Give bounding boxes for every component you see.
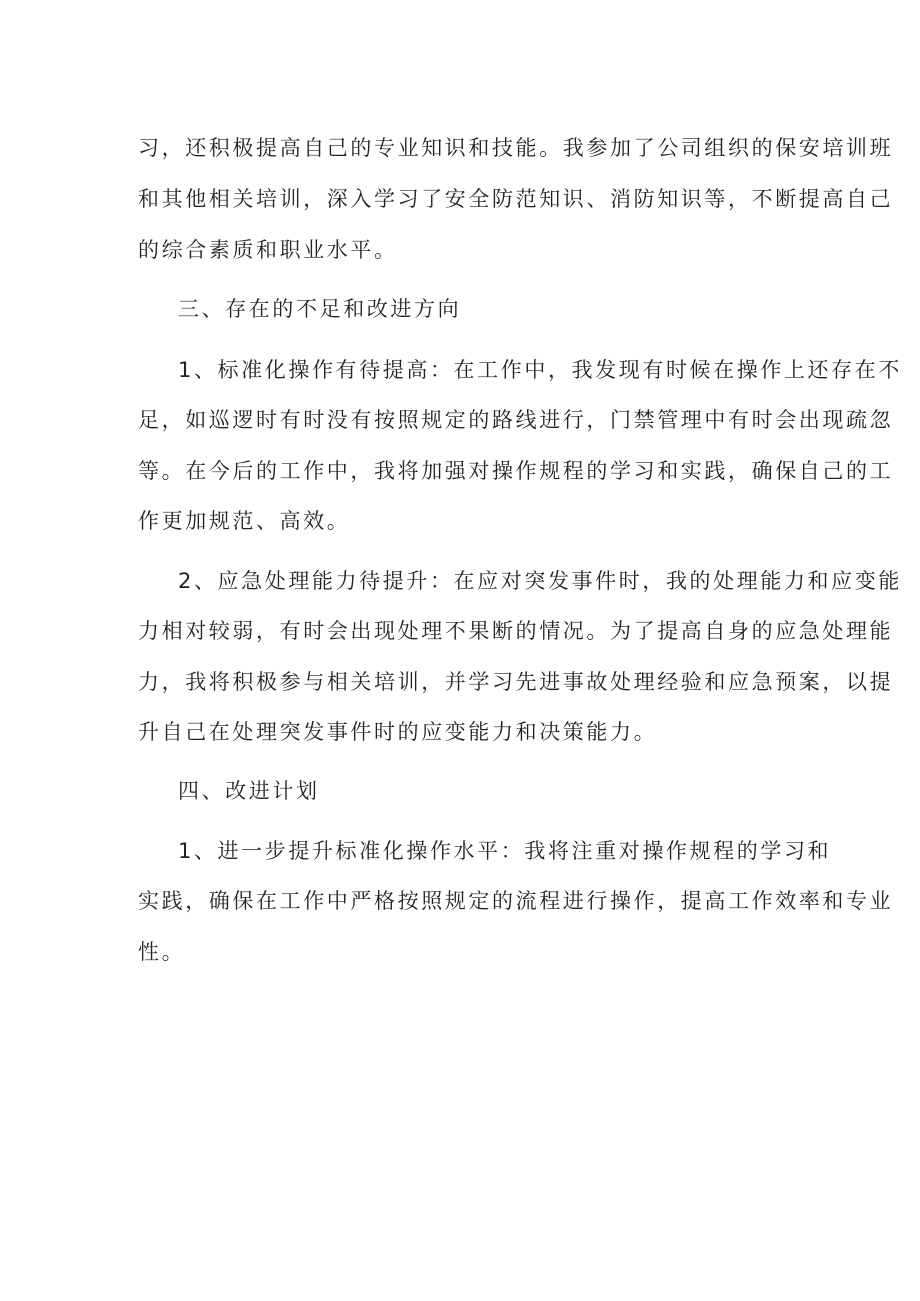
- text-line: 力相对较弱，有时会出现处理不果断的情况。为了提高自身的应急处理能: [138, 619, 894, 643]
- text-line: 和其他相关培训，深入学习了安全防范知识、消防知识等，不断提高自己: [138, 187, 894, 211]
- text-line: 的综合素质和职业水平。: [138, 238, 398, 262]
- text-line: 习，还积极提高自己的专业知识和技能。我参加了公司组织的保安培训班: [138, 136, 894, 160]
- text-line: 性。: [138, 940, 186, 964]
- section-heading-shortcomings: 三、存在的不足和改进方向: [178, 297, 462, 321]
- text-line: 1、标准化操作有待提高：在工作中，我发现有时候在操作上还存在不: [178, 358, 902, 382]
- text-line: 升自己在处理突发事件时的应变能力和决策能力。: [138, 720, 658, 744]
- text-line: 足，如巡逻时有时没有按照规定的路线进行，门禁管理中有时会出现疏忽: [138, 408, 894, 432]
- text-line: 实践，确保在工作中严格按照规定的流程进行操作，提高工作效率和专业: [138, 889, 894, 913]
- text-line: 2、应急处理能力待提升：在应对突发事件时，我的处理能力和应变能: [178, 569, 902, 593]
- section-heading-improvement-plan: 四、改进计划: [178, 779, 320, 803]
- text-line: 力，我将积极参与相关培训，并学习先进事故处理经验和应急预案，以提: [138, 670, 894, 694]
- text-line: 作更加规范、高效。: [138, 509, 351, 533]
- text-line: 1、进一步提升标准化操作水平：我将注重对操作规程的学习和: [178, 839, 832, 863]
- text-line: 等。在今后的工作中，我将加强对操作规程的学习和实践，确保自己的工: [138, 459, 894, 483]
